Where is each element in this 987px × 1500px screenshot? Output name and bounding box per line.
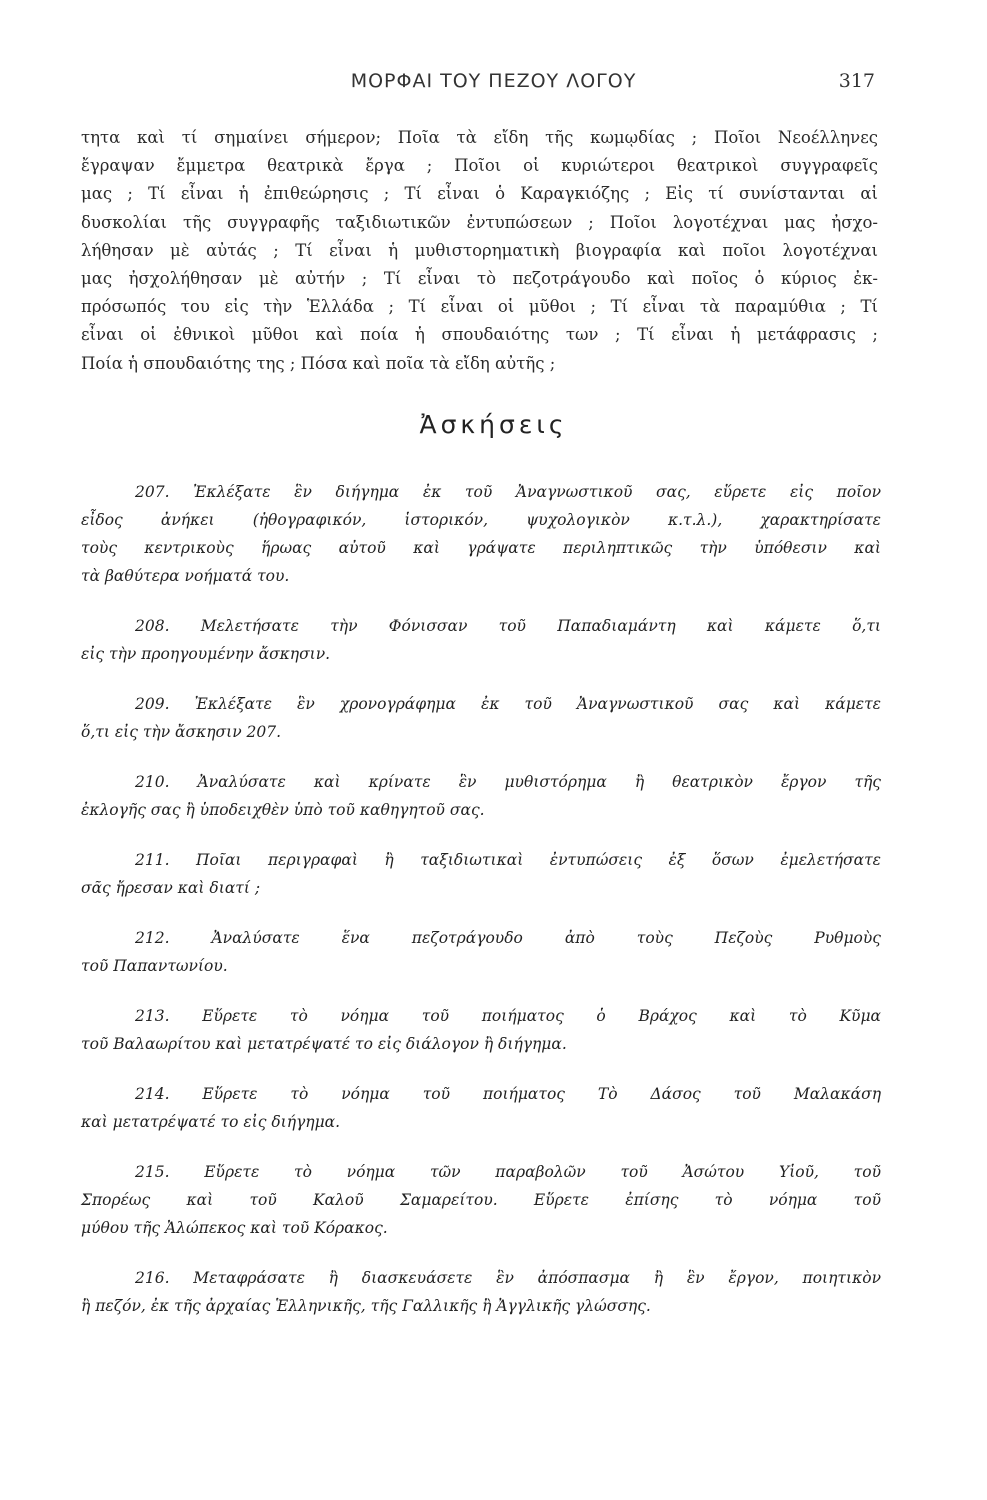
exercise-item — [81, 612, 881, 668]
paragraph-line: δυσκολίαι τῆς συγγραφῆς ταξιδιωτικῶν ἐντυπώσεων ; Ποῖοι λογοτέχναι μας ἠσχο- — [81, 212, 878, 232]
exercise-list — [81, 478, 881, 1342]
exercise-line: 213. Εὕρετε τὸ νόημα τοῦ ποιήματος ὁ Βράχος καὶ τὸ Κῦμα — [135, 1007, 881, 1025]
exercise-item — [81, 478, 881, 590]
running-title: ΜΟΡΦΑΙ ΤΟΥ ΠΕΖΟΥ ΛΟΓΟΥ — [350, 70, 637, 92]
exercise-line: μύθου τῆς Ἀλώπεκος καὶ τοῦ Κόρακος. — [81, 1219, 388, 1237]
running-head — [0, 70, 987, 100]
exercise-line: 214. Εὕρετε τὸ νόημα τοῦ ποιήματος Τὸ Δάσος τοῦ Μαλακάση — [135, 1085, 881, 1103]
section-heading: Ἀσκήσεις — [419, 410, 568, 439]
exercise-line: καὶ μετατρέψατέ το εἰς διήγημα. — [81, 1113, 341, 1131]
paragraph-line: τητα καὶ τί σημαίνει σήμερον; Ποῖα τὰ εἴδη τῆς κωμῳδίας ; Ποῖοι Νεοέλληνες — [81, 128, 878, 147]
exercise-line: εἰς τὴν προηγουμένην ἄσκησιν. — [81, 645, 331, 663]
exercise-item — [81, 768, 881, 824]
exercise-line: 211. Ποῖαι περιγραφαὶ ἢ ταξιδιωτικαὶ ἐντυπώσεις ἐξ ὅσων ἐμελετήσατε — [135, 851, 881, 869]
exercise-line: 208. Μελετήσατε τὴν Φόνισσαν τοῦ Παπαδιαμάντη καὶ κάμετε ὅ,τι — [135, 617, 881, 635]
exercise-line: 207. Ἐκλέξατε ἓν διήγημα ἐκ τοῦ Ἀναγνωστικοῦ σας, εὕρετε εἰς ποῖον — [135, 483, 881, 501]
exercise-line: 212. Ἀναλύσατε ἕνα πεζοτράγουδο ἀπὸ τοὺς Πεζοὺς Ρυθμοὺς — [135, 929, 881, 947]
exercise-item — [81, 1080, 881, 1136]
exercise-line: τοῦ Βαλαωρίτου καὶ μετατρέψατέ το εἰς διάλογον ἢ διήγημα. — [81, 1035, 567, 1053]
paragraph-line: λήθησαν μὲ αὐτάς ; Τί εἶναι ἡ μυθιστορηματικὴ βιογραφία καὶ ποῖοι λογοτέχναι — [81, 240, 878, 260]
paragraph-line: μας ἠσχολήθησαν μὲ αὐτήν ; Τί εἶναι τὸ πεζοτράγουδο καὶ ποῖος ὁ κύριος ἐκ- — [81, 268, 878, 288]
exercise-line: 215. Εὕρετε τὸ νόημα τῶν παραβολῶν τοῦ Ἀσώτου Υἱοῦ, τοῦ — [135, 1163, 881, 1181]
exercise-line: ὅ,τι εἰς τὴν ἄσκησιν 207. — [81, 723, 282, 741]
exercise-line: εἶδος ἀνήκει (ἠθογραφικόν, ἱστορικόν, ψυχολογικὸν κ.τ.λ.), χαρακτηρίσατε — [81, 511, 881, 529]
exercise-line: σᾶς ἤρεσαν καὶ διατί ; — [81, 879, 261, 897]
exercise-item — [81, 1158, 881, 1242]
exercise-line: τοῦ Παπαντωνίου. — [81, 957, 228, 975]
questions-paragraph — [81, 124, 878, 378]
exercise-line: 210. Ἀναλύσατε καὶ κρίνατε ἓν μυθιστόρημα ἢ θεατρικὸν ἔργον τῆς — [135, 773, 881, 791]
exercise-item — [81, 1264, 881, 1320]
exercise-line: τοὺς κεντρικοὺς ἥρωας αὐτοῦ καὶ γράψατε περιληπτικῶς τὴν ὑπόθεσιν καὶ — [81, 539, 881, 557]
exercise-line: ἢ πεζόν, ἐκ τῆς ἀρχαίας Ἑλληνικῆς, τῆς Γαλλικῆς ἢ Ἀγγλικῆς γλώσσης. — [81, 1297, 651, 1315]
paragraph-line: ἔγραψαν ἔμμετρα θεατρικὰ ἔργα ; Ποῖοι οἱ κυριώτεροι θεατρικοὶ συγγραφεῖς — [81, 156, 878, 176]
exercise-item — [81, 846, 881, 902]
paragraph-line: μας ; Τί εἶναι ἡ ἐπιθεώρησις ; Τί εἶναι ὁ Καραγκιόζης ; Εἰς τί συνίστανται αἱ — [81, 184, 878, 204]
paragraph-line: εἶναι οἱ ἐθνικοὶ μῦθοι καὶ ποία ἡ σπουδαιότης των ; Τί εἶναι ἡ μετάφρασις ; — [81, 325, 878, 345]
exercise-line: ἐκλογῆς σας ἢ ὑποδειχθὲν ὑπὸ τοῦ καθηγητοῦ σας. — [81, 801, 485, 819]
paragraph-line: πρόσωπός του εἰς τὴν Ἑλλάδα ; Τί εἶναι οἱ μῦθοι ; Τί εἶναι τὰ παραμύθια ; Τί — [81, 297, 878, 317]
exercise-item — [81, 690, 881, 746]
exercise-line: τὰ βαθύτερα νοήματά του. — [81, 567, 290, 585]
exercise-line: Σπορέως καὶ τοῦ Καλοῦ Σαμαρείτου. Εὕρετε ἐπίσης τὸ νόημα τοῦ — [81, 1191, 881, 1209]
paragraph-line: Ποία ἡ σπουδαιότης της ; Πόσα καὶ ποῖα τὰ εἴδη αὐτῆς ; — [81, 353, 556, 373]
exercise-item — [81, 1002, 881, 1058]
exercise-line: 216. Μεταφράσατε ἢ διασκευάσετε ἓν ἀπόσπασμα ἢ ἓν ἔργον, ποιητικὸν — [135, 1269, 881, 1287]
exercise-line: 209. Ἐκλέξατε ἓν χρονογράφημα ἐκ τοῦ Ἀναγνωστικοῦ σας καὶ κάμετε — [135, 695, 881, 713]
exercise-item — [81, 924, 881, 980]
page-number: 317 — [838, 70, 875, 92]
